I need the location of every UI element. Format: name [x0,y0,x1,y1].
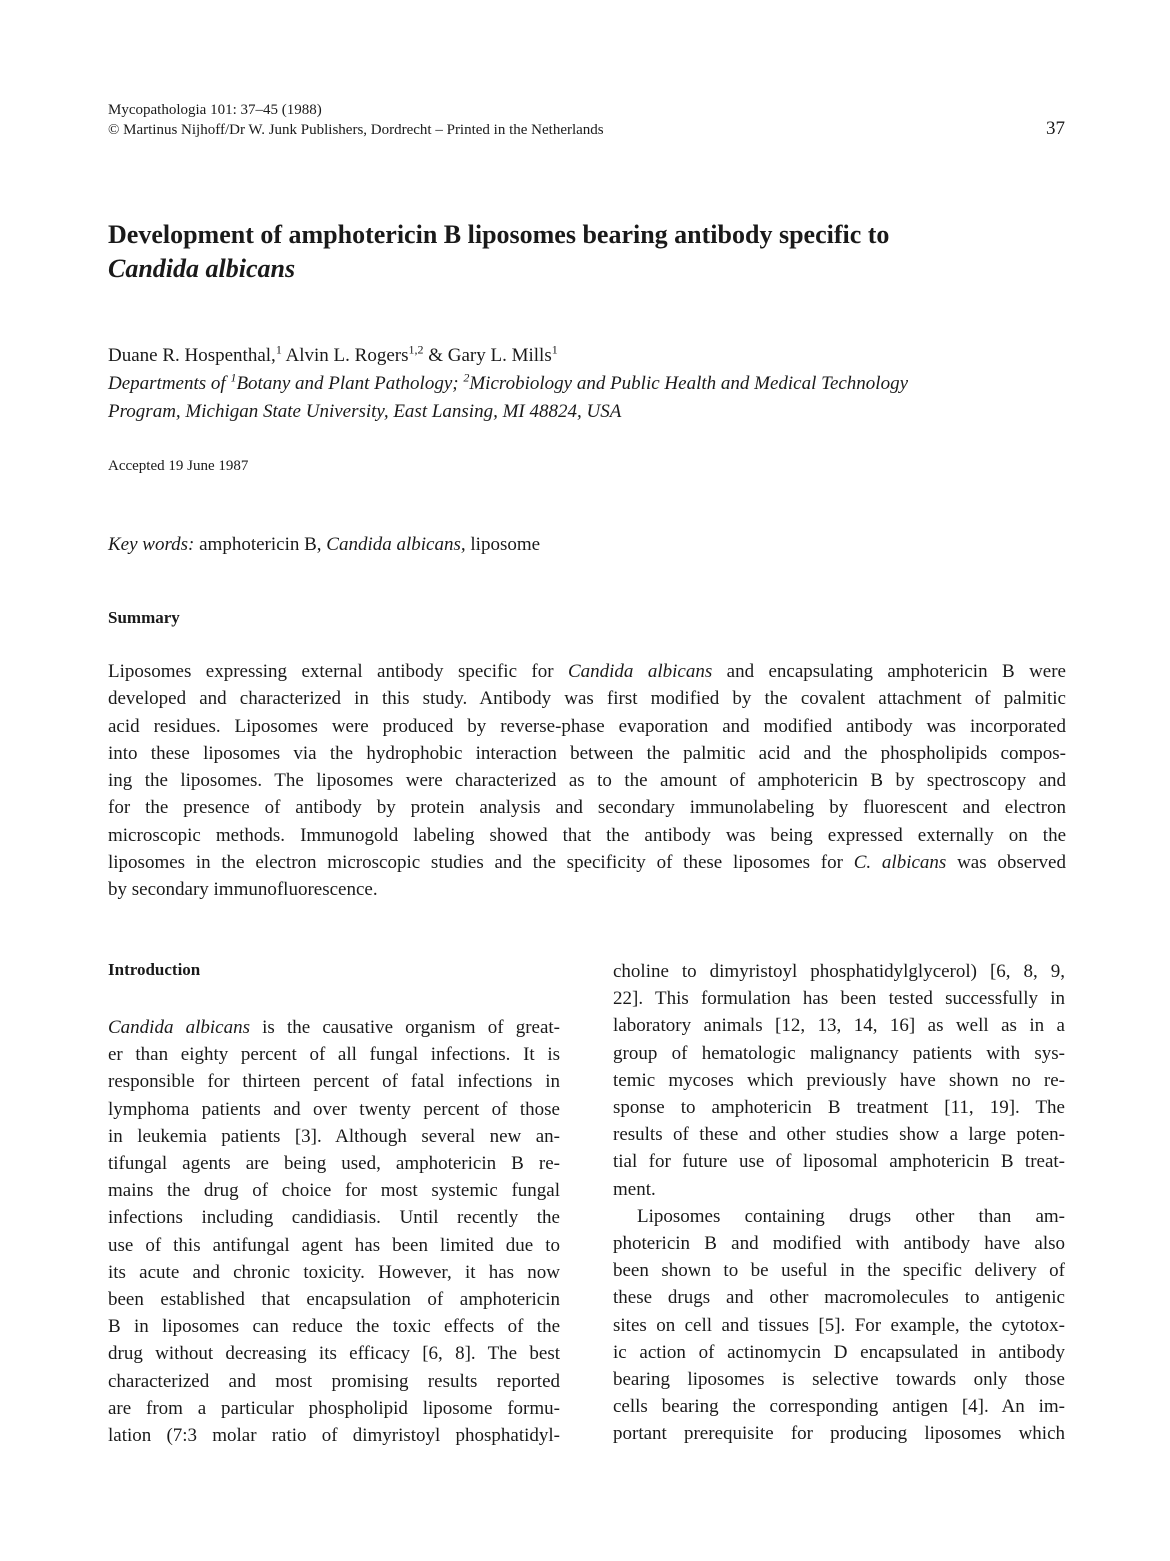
author-1: Duane R. Hospenthal, [108,345,276,366]
text-line: choline to dimyristoyl phosphatidylglycerol) [6, 8, 9, [613,961,1065,982]
text-line: ic action of actinomycin D encapsulated in antibody [613,1341,1065,1363]
text-line: sites on cell and tissues [5]. For example, the cytotox- [613,1314,1065,1336]
page-number: 37 [1046,118,1065,139]
text-line: temic mycoses which previously have shown no re- [613,1069,1065,1091]
text-line: developed and characterized in this study. Antibody was first modified by the covalent attachment of palmitic [108,688,1066,710]
text-line: bearing liposomes is selective towards only those [613,1369,1065,1391]
author-1-affil: 1 [275,342,282,357]
text-line: sponse to amphotericin B treatment [11, 19]. The [613,1097,1065,1119]
text-line: acid residues. Liposomes were produced by reverse-phase evaporation and modified antibody was incorporated [108,715,1066,737]
text-line: lation (7:3 molar ratio of dimyristoyl phosphatidyl- [108,1425,560,1447]
publisher-line: © Martinus Nijhoff/Dr W. Junk Publishers, Dordrecht – Printed in the Netherlands [108,122,604,138]
article-title [108,218,1068,286]
text-line: liposomes in the electron microscopic studies and the specificity of these liposomes for C. albicans was observed [108,852,1066,874]
summary-heading: Summary [108,608,180,627]
text-line: responsible for thirteen percent of fatal infections in [108,1071,560,1093]
keywords: Key words: amphotericin B, Candida albicans, liposome [108,534,541,555]
author-3: & Gary L. Mills [423,345,552,366]
author-2: Alvin L. Rogers [281,345,409,366]
text-line: results of these and other studies show a large poten- [613,1124,1065,1146]
text-line: by secondary immunofluorescence. [108,879,378,901]
journal-citation: Mycopathologia 101: 37–45 (1988) [108,102,322,118]
text-line: er than eighty percent of all fungal infections. It is [108,1044,560,1066]
introduction-left-column [108,1014,560,1449]
introduction-heading: Introduction [108,960,201,979]
text-line: been shown to be useful in the specific delivery of [613,1260,1065,1282]
keywords-label: Key words: [108,534,195,555]
journal-header [108,100,1068,140]
text-line: been established that encapsulation of amphotericin [108,1289,560,1311]
affiliation-line-1: Departments of $^1$Botany and Plant Pathology; $^2$Microbiology and Public Health and Medical Technology [108,370,909,394]
title-main: Development of amphotericin B liposomes bearing antibody specific to [108,220,890,249]
title-organism: Candida albicans [108,254,296,283]
text-line: B in liposomes can reduce the toxic effects of the [108,1316,560,1338]
text-line: 22]. This formulation has been tested successfully in [613,988,1065,1010]
text-line: are from a particular phospholipid liposome formu- [108,1397,560,1419]
text-line: in leukemia patients [3]. Although several new an- [108,1125,560,1147]
accepted-date: Accepted 19 June 1987 [108,458,249,474]
text-line: for the presence of antibody by protein analysis and secondary immunolabeling by fluorescent and electron [108,797,1066,819]
text-line: mains the drug of choice for most systemic fungal [108,1180,560,1202]
text-line: drug without decreasing its efficacy [6, 8]. The best [108,1343,560,1365]
text-line: use of this antifungal agent has been limited due to [108,1234,560,1256]
text-line: portant prerequisite for producing liposomes which [613,1423,1065,1445]
summary-text [108,658,1066,904]
text-line: tifungal agents are being used, amphotericin B re- [108,1153,560,1175]
text-line: infections including candidiasis. Until recently the [108,1207,560,1229]
text-line: its acute and chronic toxicity. However, it has now [108,1261,560,1283]
text-line: microscopic methods. Immunogold labeling showed that the antibody was being expressed externally on the [108,824,1066,846]
text-line: group of hematologic malignancy patients with sys- [613,1042,1065,1064]
text-line: ing the liposomes. The liposomes were characterized as to the amount of amphotericin B by spectroscopy and [108,770,1066,792]
text-line: Candida albicans is the causative organism of great- [108,1017,560,1038]
affiliation-line-2: Program, Michigan State University, East Lansing, MI 48824, USA [108,401,622,422]
text-line: these drugs and other macromolecules to antigenic [613,1287,1065,1309]
author-3-affil: 1 [551,342,558,357]
text-line: tial for future use of liposomal amphotericin B treat- [613,1151,1065,1173]
introduction-right-column [613,958,1065,1448]
affiliations [108,370,1088,426]
author-list [108,342,1068,369]
text-line: into these liposomes via the hydrophobic interaction between the palmitic acid and the phospholipids compos- [108,742,1066,764]
text-line: Liposomes containing drugs other than am- [637,1205,1065,1227]
text-line: Liposomes expressing external antibody specific for Candida albicans and encapsulating amphotericin B were [108,661,1066,682]
text-line: characterized and most promising results reported [108,1370,560,1392]
text-line: ment. [613,1178,656,1200]
text-line: laboratory animals [12, 13, 14, 16] as well as in a [613,1015,1065,1037]
text-line: lymphoma patients and over twenty percent of those [108,1098,560,1120]
text-line: photericin B and modified with antibody have also [613,1233,1065,1255]
text-line: cells bearing the corresponding antigen [4]. An im- [613,1396,1065,1418]
author-2-affil: 1,2 [408,342,424,357]
